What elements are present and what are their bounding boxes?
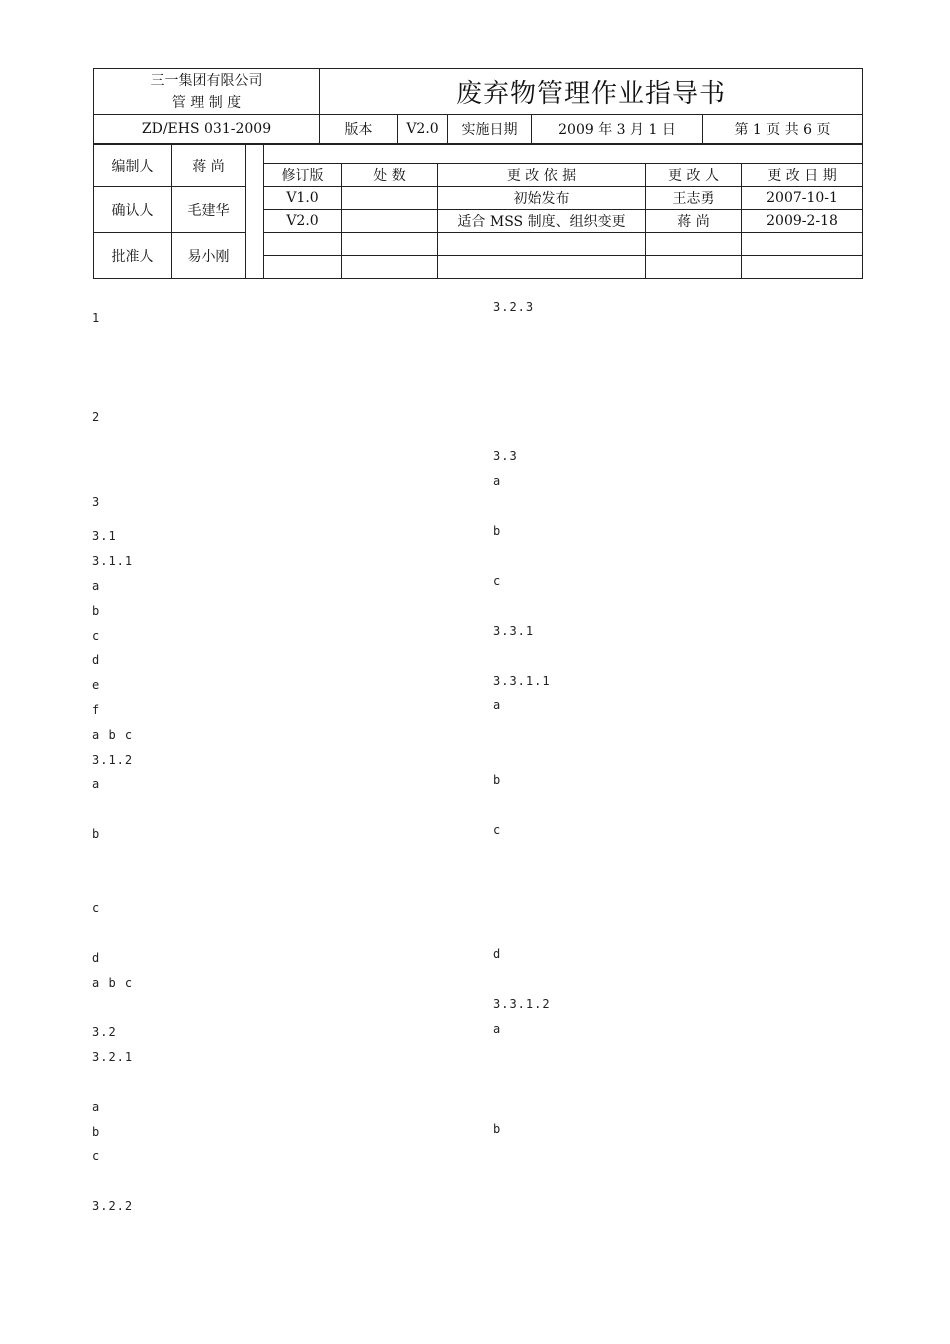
revision-cell: 2007-10-1 — [742, 187, 863, 210]
title-cell — [320, 69, 863, 115]
signoff-label: 编制人 — [94, 145, 172, 187]
body-line: b — [493, 524, 510, 539]
body-line: b — [92, 1124, 101, 1139]
spacer-cell — [246, 145, 264, 279]
body-line: a — [493, 698, 510, 713]
revision-cell — [438, 233, 646, 256]
revision-cell — [264, 256, 342, 279]
body-line: 3.3 — [493, 449, 518, 464]
body-line: 3.3.1.2 — [493, 997, 568, 1012]
signoff-name: 毛建华 — [172, 187, 246, 233]
revision-table — [93, 144, 863, 279]
body-line: d — [493, 947, 510, 962]
body-line: b — [92, 827, 109, 841]
body-line: 3.3.1.1 — [493, 673, 551, 688]
page-indicator: 第 1 页 共 6 页 — [703, 115, 863, 144]
body-line: b — [493, 1121, 510, 1136]
body-line: b — [92, 603, 101, 618]
revision-cell — [438, 256, 646, 279]
revision-cell: V1.0 — [264, 187, 342, 210]
body-line: a — [92, 1099, 101, 1114]
header-table — [93, 68, 863, 115]
revision-cell: 蒋 尚 — [646, 210, 742, 233]
regulation-label: 管 理 制 度 — [171, 94, 242, 111]
revision-header: 更 改 依 据 — [438, 164, 646, 187]
revision-cell: V2.0 — [264, 210, 342, 233]
body-line: c — [493, 822, 510, 837]
revision-cell — [342, 210, 438, 233]
body-line: c — [92, 1149, 109, 1164]
revision-header: 更 改 日 期 — [742, 164, 863, 187]
body-line: 3.2.1 — [92, 1050, 142, 1065]
body-line — [92, 435, 125, 449]
signoff-label: 批准人 — [94, 233, 172, 279]
body-line: 3 — [92, 494, 117, 509]
body-line: d — [92, 951, 109, 965]
doc-number: ZD/EHS 031-2009 — [94, 115, 320, 144]
body-line: 3.1 — [92, 529, 117, 544]
body-line: a b c — [92, 975, 134, 990]
body-line — [92, 361, 125, 375]
signoff-label: 确认人 — [94, 187, 172, 233]
body-line: 3.2.3 — [493, 300, 543, 314]
revision-header: 修订版 — [264, 164, 342, 187]
revision-cell — [646, 233, 742, 256]
document-title: 废弃物管理作业指导书 — [455, 79, 726, 109]
body-line — [92, 336, 108, 350]
body-line: 3.2 — [92, 1025, 117, 1040]
company-cell — [94, 69, 320, 115]
revision-cell: 初始发布 — [438, 187, 646, 210]
effective-date-label: 实施日期 — [448, 115, 532, 144]
body-line: 3.1.1 — [92, 554, 134, 569]
body-line: 3.2.2 — [92, 1199, 142, 1213]
body-line: a — [92, 579, 101, 593]
revision-cell — [742, 256, 863, 279]
revision-cell — [342, 187, 438, 210]
revision-cell: 王志勇 — [646, 187, 742, 210]
revision-cell — [646, 256, 742, 279]
body-line: f — [92, 703, 101, 717]
revision-cell — [342, 233, 438, 256]
revision-header: 更 改 人 — [646, 164, 742, 187]
body-line: c — [493, 573, 510, 588]
body-line: c — [92, 901, 101, 916]
signoff-name: 蒋 尚 — [172, 145, 246, 187]
body-line: d — [92, 653, 101, 668]
revision-cell — [342, 256, 438, 279]
revision-cell: 适合 MSS 制度、组织变更 — [438, 210, 646, 233]
body-line: a — [92, 777, 101, 792]
body-line: a b c — [92, 727, 134, 742]
revision-cell: 2009-2-18 — [742, 210, 863, 233]
revision-shade-bar — [264, 145, 863, 164]
signoff-name: 易小刚 — [172, 233, 246, 279]
body-line: a — [493, 474, 510, 489]
body-line: b — [493, 773, 510, 788]
body-line: e — [92, 678, 101, 693]
revision-header: 处 数 — [342, 164, 438, 187]
body-line: a — [493, 1022, 502, 1037]
body-line: 2 — [92, 410, 117, 425]
body-line: 3.1.2 — [92, 752, 150, 767]
body-line: 3.3.1 — [493, 623, 535, 638]
version-label: 版本 — [320, 115, 398, 144]
revision-cell — [742, 233, 863, 256]
effective-date-value: 2009 年 3 月 1 日 — [532, 115, 703, 144]
version-value: V2.0 — [398, 115, 448, 144]
body-line: c — [92, 628, 101, 643]
header-info-table — [93, 114, 863, 144]
body-line: 1 — [92, 311, 117, 325]
revision-cell — [264, 233, 342, 256]
company-name: 三一集团有限公司 — [150, 72, 263, 89]
